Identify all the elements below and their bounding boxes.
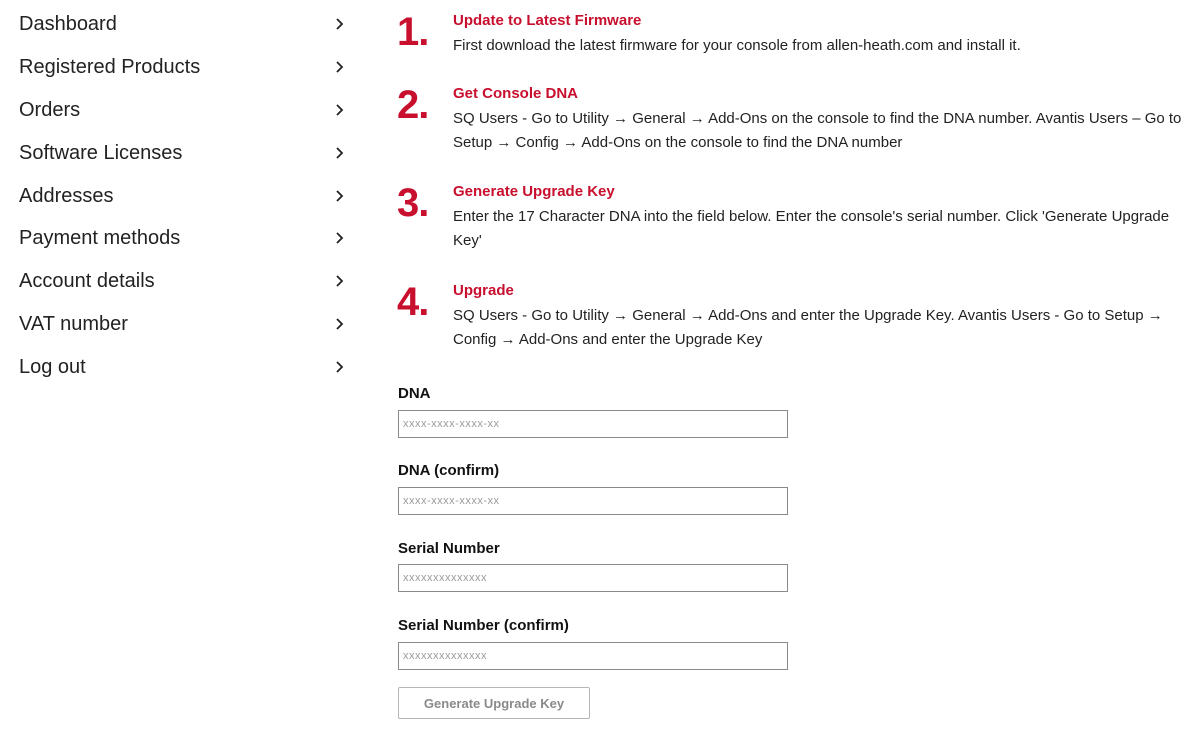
sidebar-item-log-out[interactable]	[0, 345, 360, 388]
dna-input[interactable]	[398, 410, 788, 438]
serial-number-input[interactable]	[398, 564, 788, 592]
sidebar-item-label: Payment methods	[19, 227, 181, 249]
sidebar-item-payment-methods[interactable]	[0, 216, 360, 259]
generate-upgrade-key-button[interactable]: Generate Upgrade Key	[398, 687, 590, 719]
dna-confirm-label: DNA (confirm)	[398, 462, 500, 479]
sidebar-item-vat-number[interactable]	[0, 302, 360, 345]
sidebar-item-registered-products[interactable]	[0, 45, 360, 88]
sidebar-item-label: Addresses	[19, 185, 114, 207]
sidebar-item-label: VAT number	[19, 313, 128, 335]
sidebar-item-account-details[interactable]	[0, 259, 360, 302]
step-number: 4.	[397, 280, 429, 324]
chevron-right-icon	[333, 357, 347, 377]
chevron-right-icon	[333, 14, 347, 34]
step-description: SQ Users - Go to Utility → General → Add-Ons and enter the Upgrade Key. Avantis Users - Go to Setup → Config → Add-Ons and enter the Upgrade Key	[453, 307, 1163, 348]
dna-label: DNA	[398, 385, 431, 402]
step-number: 2.	[397, 83, 429, 127]
chevron-right-icon	[333, 143, 347, 163]
step-description: First download the latest firmware for your console from allen-heath.com and install it.	[453, 37, 1021, 54]
step-description: Enter the 17 Character DNA into the field below. Enter the console's serial number. Click 'Generate Upgrade Key'	[453, 208, 1170, 249]
step-number: 3.	[397, 181, 429, 225]
dna-confirm-input[interactable]	[398, 487, 788, 515]
sidebar-item-label: Orders	[19, 99, 81, 121]
sidebar-item-orders[interactable]	[0, 88, 360, 131]
step-title: Generate Upgrade Key	[453, 183, 615, 200]
step-number: 1.	[397, 10, 429, 54]
step-title: Get Console DNA	[453, 85, 579, 102]
serial-number-confirm-input[interactable]	[398, 642, 788, 670]
sidebar-item-label: Software Licenses	[19, 142, 183, 164]
serial-number-label: Serial Number	[398, 540, 500, 557]
step-title: Upgrade	[453, 282, 514, 299]
chevron-right-icon	[333, 57, 347, 77]
step-title: Update to Latest Firmware	[453, 12, 642, 29]
sidebar-item-addresses[interactable]	[0, 174, 360, 217]
chevron-right-icon	[333, 271, 347, 291]
sidebar-item-label: Dashboard	[19, 13, 117, 35]
chevron-right-icon	[333, 314, 347, 334]
sidebar-item-label: Account details	[19, 270, 155, 292]
chevron-right-icon	[333, 228, 347, 248]
step-description: SQ Users - Go to Utility → General → Add-Ons on the console to find the DNA number. Avantis Users – Go to Setup → Config → Add-Ons on the console to find the DNA number	[453, 110, 1182, 151]
sidebar-item-label: Registered Products	[19, 56, 201, 78]
chevron-right-icon	[333, 100, 347, 120]
sidebar-item-software-licenses[interactable]	[0, 131, 360, 174]
sidebar-item-dashboard[interactable]	[0, 2, 360, 45]
serial-number-confirm-label: Serial Number (confirm)	[398, 617, 569, 634]
chevron-right-icon	[333, 186, 347, 206]
sidebar-item-label: Log out	[19, 356, 86, 378]
